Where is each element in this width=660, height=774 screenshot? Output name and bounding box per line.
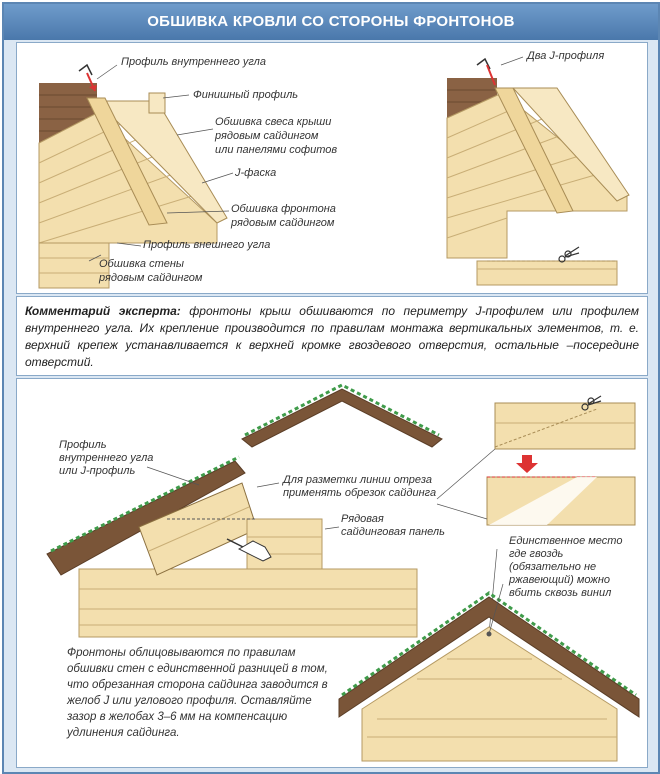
wall-siding-left <box>79 569 417 637</box>
page-title: ОБШИВКА КРОВЛИ СО СТОРОНЫ ФРОНТОНОВ <box>147 13 515 30</box>
label-marking-2: применять обрезок сайдинга <box>283 487 437 499</box>
label-overhang-1: Обшивка свеса крыши <box>215 116 332 128</box>
label-wall-1: Обшивка стены <box>99 258 185 270</box>
label-overhang-3: или панелями софитов <box>215 144 338 156</box>
comment-title: Комментарий эксперта: <box>25 304 181 318</box>
ridge-top <box>242 389 442 447</box>
label-finish-profile: Финишный профиль <box>193 89 299 101</box>
scissors-icon <box>559 247 579 262</box>
infographic-frame <box>2 2 660 774</box>
label-overhang-2: рядовым сайдингом <box>215 130 319 142</box>
label-inner-corner: Профиль внутреннего угла <box>121 56 266 68</box>
label-profile-1: Профиль <box>59 439 107 451</box>
down-arrow-icon <box>516 455 538 473</box>
cut-strip <box>477 261 617 285</box>
comment-text: фронтоны крыш обшиваются по периметру J-профилем или профилем внутреннего угла. Их крепление производится по правилам монтажа вертикальных элементов, т. е. верхний крепеж устанавливается к верхней кромке гвоздевого отверстия, остальные –посередине отверстий. <box>25 304 639 369</box>
label-nail-3: (обязательно не <box>509 561 597 573</box>
label-nail-2: где гвоздь <box>509 548 564 560</box>
label-nail-5: вбить сквозь винил <box>509 587 612 599</box>
label-row-1: Рядовая <box>341 513 384 525</box>
label-j-bevel: J-фаска <box>235 167 277 179</box>
header-bar <box>4 4 658 40</box>
expert-comment <box>25 303 639 371</box>
label-nail-1: Единственное место <box>509 535 623 547</box>
label-profile-3: или J-профиль <box>59 465 136 477</box>
label-nail-4: ржавеющий) можно <box>509 574 611 586</box>
label-row-2: сайдинговая панель <box>341 526 445 538</box>
bottom-illustration-panel <box>16 378 648 768</box>
top-illustration-panel <box>16 42 648 294</box>
gable-siding <box>362 627 617 761</box>
cut-panel-top <box>495 403 635 449</box>
label-gable-2: рядовым сайдингом <box>231 217 335 229</box>
label-outer-corner: Профиль внешнего угла <box>143 239 271 251</box>
label-profile-2: внутреннего угла <box>59 452 154 464</box>
label-marking-1: Для разметки линии отреза <box>283 474 432 486</box>
finish-profile <box>149 93 165 113</box>
label-two-j: Два J-профиля <box>527 50 605 62</box>
expert-comment-panel <box>16 296 648 376</box>
label-gable-1: Обшивка фронтона <box>231 203 336 215</box>
top-illustration <box>17 43 647 293</box>
label-wall-2: рядовым сайдингом <box>99 272 203 284</box>
gable-note: Фронтоны облицовываются по правилам обшивки стен с единственной разницей в том, что обрезанная сторона сайдинга заводится в желоб J или углового профиля. Оставляйте зазор в желобах 3–6 мм на компенсацию удлинения сайдинга. <box>67 647 328 739</box>
